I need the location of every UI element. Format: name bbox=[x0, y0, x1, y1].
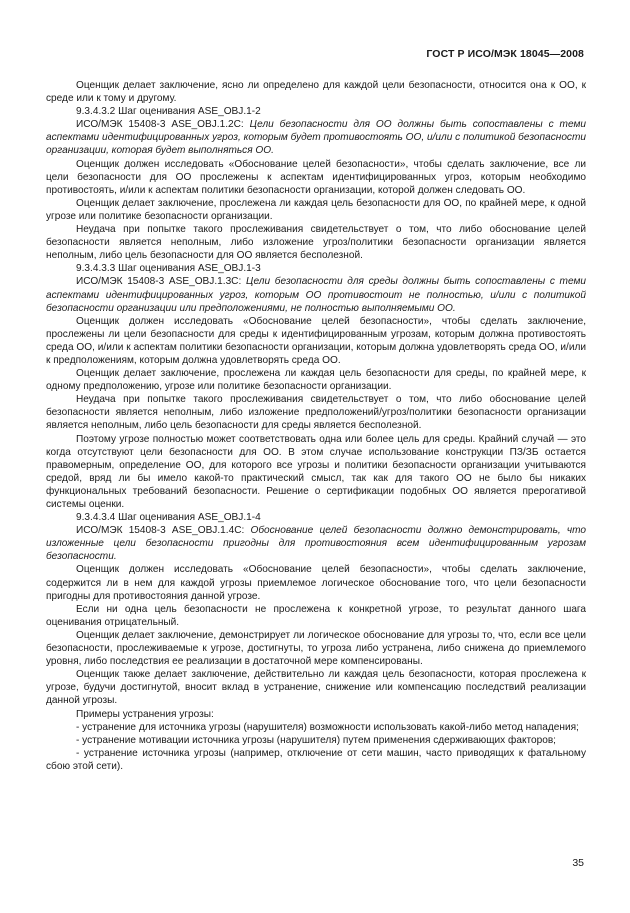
list-item: - устранение источника угрозы (например, отключение от сети машин, часто приводящих к фатальному сбою этой сети). bbox=[46, 747, 586, 772]
paragraph: Неудача при попытке такого прослеживания свидетельствует о том, что либо обоснование целей безопасности является неполным, либо изложение предположений/угроз/политики безопасности организации является неполным, либо цель безопасности для среды является бесполезной. bbox=[46, 394, 586, 432]
paragraph: Оценщик делает заключение, прослежена ли каждая цель безопасности для среды, по крайней мере, к одному предположению, угрозе или политике безопасности организации. bbox=[46, 368, 586, 393]
paragraph: Оценщик должен исследовать «Обоснование целей безопасности», чтобы сделать заключение, содержится ли в нем для каждой угрозы приемлемое логическое обоснование того, что цели безопасности пригодны для противостояния данной угрозе. bbox=[46, 564, 586, 602]
paragraph: Оценщик делает заключение, прослежена ли каждая цель безопасности для ОО, по крайней мере, к одной угрозе или политике безопасности организации. bbox=[46, 197, 586, 222]
requirement-ref: ИСО/МЭК 15408-3 ASE_OBJ.1.3C: bbox=[76, 276, 246, 288]
requirement-text: Цели безопасности для среды должны быть сопоставлены с теми аспектами идентифицированных угроз, которым ОО противостоит не полностью, и/или с политикой безопасности организации или предположениями, не полностью выполняемыми ОО. bbox=[46, 276, 587, 314]
requirement-ref: ИСО/МЭК 15408-3 ASE_OBJ.1.4C: bbox=[76, 525, 251, 537]
requirement-paragraph bbox=[46, 118, 586, 157]
paragraph: Оценщик также делает заключение, действительно ли каждая цель безопасности, которая прослежена к угрозе, будучи достигнутой, вносит вклад в устранение, снижение или компенсацию последствий реализации данной угрозы. bbox=[46, 669, 586, 707]
paragraph: Оценщик делает заключение, демонстрирует ли логическое обоснование для угрозы то, что, если все цели безопасности, прослеживаемые к угрозе, достигнуты, то угроза либо устранена, либо снижена до приемлемого уровня, либо последствия ее реализации в достаточной мере компенсированы. bbox=[46, 629, 586, 668]
step-heading: 9.3.4.3.2 Шаг оценивания ASE_OBJ.1-2 bbox=[76, 106, 261, 118]
list-item: - устранение для источника угрозы (нарушителя) возможности использовать какой-либо метод нападения; bbox=[76, 721, 579, 733]
list-item: - устранение мотивации источника угрозы (нарушителя) путем применения сдерживающих факторов; bbox=[76, 734, 556, 746]
paragraph: Оценщик должен исследовать «Обоснование целей безопасности», чтобы сделать заключение, прослежены ли цели безопасности для среды к идентифицированным угрозам, которым должна противостоять среда ОО, и/или к аспектам политики безопасности организации, которым должна удовлетворять среда ОО, и/или к предположениям, которым должна удовлетворять среда ОО. bbox=[46, 315, 586, 366]
paragraph: Поэтому угрозе полностью может соответствовать одна или более цель для среды. Крайний случай — это когда отсутствуют цели безопасности для ОО. В этом случае использование конструкции ПЗ/ЗБ остается правомерным, определение ОО, для которого все угрозы и политики безопасности организации учитываются средой, вряд ли бы имело какой-то практический смысл, так как для такого ОО не было бы никаких функциональных требований безопасности. Решение о сертификации подобных ОО является прерогативой системы оценки. bbox=[46, 433, 586, 510]
paragraph: Если ни одна цель безопасности не прослежена к конкретной угрозе, то результат данного шага оценивания отрицательный. bbox=[46, 603, 586, 628]
requirement-text: Обоснование целей безопасности должно демонстрировать, что изложенные цели безопасности пригодны для противостояния всем идентифицированным угрозам безопасности. bbox=[46, 525, 586, 563]
paragraph: Неудача при попытке такого прослеживания свидетельствует о том, что либо обоснование целей безопасности является неполным, либо изложение угроз/политики безопасности организации является неполным, либо цель безопасности для ОО является бесполезной. bbox=[46, 224, 586, 262]
document-body bbox=[46, 79, 586, 773]
step-heading: 9.3.4.3.4 Шаг оценивания ASE_OBJ.1-4 bbox=[76, 512, 261, 524]
requirement-ref: ИСО/МЭК 15408-3 ASE_OBJ.1.2C: bbox=[76, 119, 250, 131]
examples-intro: Примеры устранения угрозы: bbox=[76, 708, 214, 720]
requirement-text: Цели безопасности для ОО должны быть сопоставлены с теми аспектами идентифицированных угроз, которым будет противостоять ОО, и/или с политикой безопасности организации, которая будет выполняться ОО. bbox=[46, 119, 586, 157]
requirement-paragraph bbox=[46, 524, 586, 563]
requirement-paragraph bbox=[46, 275, 586, 314]
step-heading: 9.3.4.3.3 Шаг оценивания ASE_OBJ.1-3 bbox=[76, 263, 261, 275]
page-number: 35 bbox=[572, 857, 584, 869]
standard-header: ГОСТ Р ИСО/МЭК 18045—2008 bbox=[426, 48, 584, 60]
paragraph: Оценщик должен исследовать «Обоснование целей безопасности», чтобы сделать заключение, все ли цели безопасности для ОО прослежены к аспектам идентифицированных угроз, которым необходимо противостоять, и/или к аспектам политики безопасности организации, которой должен следовать ОО. bbox=[46, 158, 586, 196]
paragraph: Оценщик делает заключение, ясно ли определено для каждой цели безопасности, относится она к ОО, к среде или к тому и другому. bbox=[46, 80, 586, 105]
